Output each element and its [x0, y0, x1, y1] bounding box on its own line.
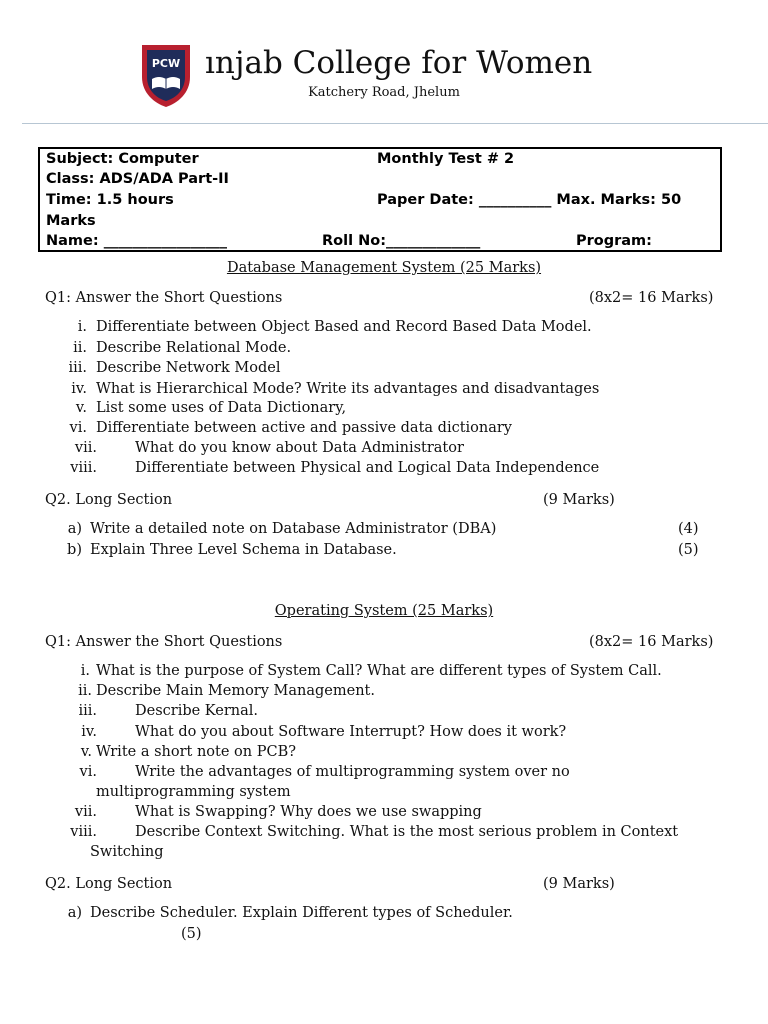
class-label: Class: ADS/ADA Part-II	[46, 171, 229, 187]
dbms-q2-marks: (9 Marks)	[543, 492, 615, 508]
list-number: vii.	[74, 440, 97, 456]
list-item: Describe Network Model	[96, 360, 281, 376]
list-item: Differentiate between Object Based and Record Based Data Model.	[96, 319, 592, 335]
list-item: Describe Context Switching. What is the most serious problem in Context	[135, 824, 679, 840]
list-item-continuation: Switching	[90, 844, 164, 860]
list-number: viii.	[70, 460, 97, 476]
list-item: What is Hierarchical Mode? Write its advantages and disadvantages	[96, 381, 600, 397]
list-number: vii.	[74, 804, 97, 820]
list-number: iv.	[81, 724, 97, 740]
name-field: Name: _________________	[46, 233, 227, 249]
list-item: What do you know about Data Administrator	[135, 440, 464, 456]
item-marks: (4)	[678, 521, 699, 537]
dbms-q2-heading: Q2. Long Section	[45, 492, 173, 508]
program-field: Program:	[576, 233, 652, 249]
logo-text: PCW	[151, 57, 181, 70]
marks-wrap-label: Marks	[46, 213, 96, 229]
item-marks: (5)	[678, 542, 699, 558]
test-label: Monthly Test # 2	[377, 151, 515, 167]
list-item: Write the advantages of multiprogramming system over no	[135, 764, 570, 780]
list-number: iii.	[68, 360, 87, 376]
list-item: Differentiate between active and passive data dictionary	[96, 420, 512, 436]
item-marks: (5)	[181, 926, 202, 942]
list-number: b)	[67, 542, 82, 558]
dbms-q1-heading: Q1: Answer the Short Questions	[45, 290, 283, 306]
list-item: What is the purpose of System Call? What are different types of System Call.	[96, 663, 662, 679]
list-item: Write a detailed note on Database Administrator (DBA)	[90, 521, 497, 537]
os-q1-marks: (8x2= 16 Marks)	[589, 634, 714, 650]
subject-label: Subject: Computer	[46, 151, 199, 167]
list-item: What is Swapping? Why does we use swapping	[135, 804, 482, 820]
list-item: Describe Kernal.	[135, 703, 258, 719]
roll-field: Roll No:_____________	[322, 233, 481, 249]
os-q1-heading: Q1: Answer the Short Questions	[45, 634, 283, 650]
list-item: Describe Scheduler. Explain Different types of Scheduler.	[90, 905, 513, 921]
list-number: a)	[67, 521, 82, 537]
list-number: ii.	[73, 340, 87, 356]
list-item: Differentiate between Physical and Logical Data Independence	[135, 460, 600, 476]
list-item: Write a short note on PCB?	[96, 744, 297, 760]
list-item: Explain Three Level Schema in Database.	[90, 542, 397, 558]
list-item: Describe Relational Mode.	[96, 340, 292, 356]
list-number: ii.	[78, 683, 92, 699]
os-q2-marks: (9 Marks)	[543, 876, 615, 892]
list-number: iv.	[71, 381, 87, 397]
list-item: List some uses of Data Dictionary,	[96, 400, 347, 416]
dbms-q1-marks: (8x2= 16 Marks)	[589, 290, 714, 306]
list-number: i.	[80, 663, 90, 679]
list-number: i.	[77, 319, 87, 335]
list-number: v.	[75, 400, 87, 416]
list-number: vi.	[79, 764, 97, 780]
os-q2-heading: Q2. Long Section	[45, 876, 173, 892]
paper-date-label: Paper Date: __________ Max. Marks: 50	[377, 192, 682, 208]
header-divider	[22, 123, 768, 124]
list-item-continuation: multiprogramming system	[96, 784, 291, 800]
time-label: Time: 1.5 hours	[46, 192, 174, 208]
dbms-section-title: Database Management System (25 Marks)	[226, 260, 542, 276]
list-number: vi.	[69, 420, 87, 436]
list-item: What do you about Software Interrupt? How does it work?	[135, 724, 567, 740]
college-name: ınjab College for Women	[205, 45, 593, 81]
list-number: viii.	[70, 824, 97, 840]
os-section-title: Operating System (25 Marks)	[274, 603, 494, 619]
list-number: a)	[67, 905, 82, 921]
list-number: v.	[80, 744, 92, 760]
list-number: iii.	[78, 703, 97, 719]
college-address: Katchery Road, Jhelum	[308, 85, 460, 100]
list-item: Describe Main Memory Management.	[96, 683, 375, 699]
